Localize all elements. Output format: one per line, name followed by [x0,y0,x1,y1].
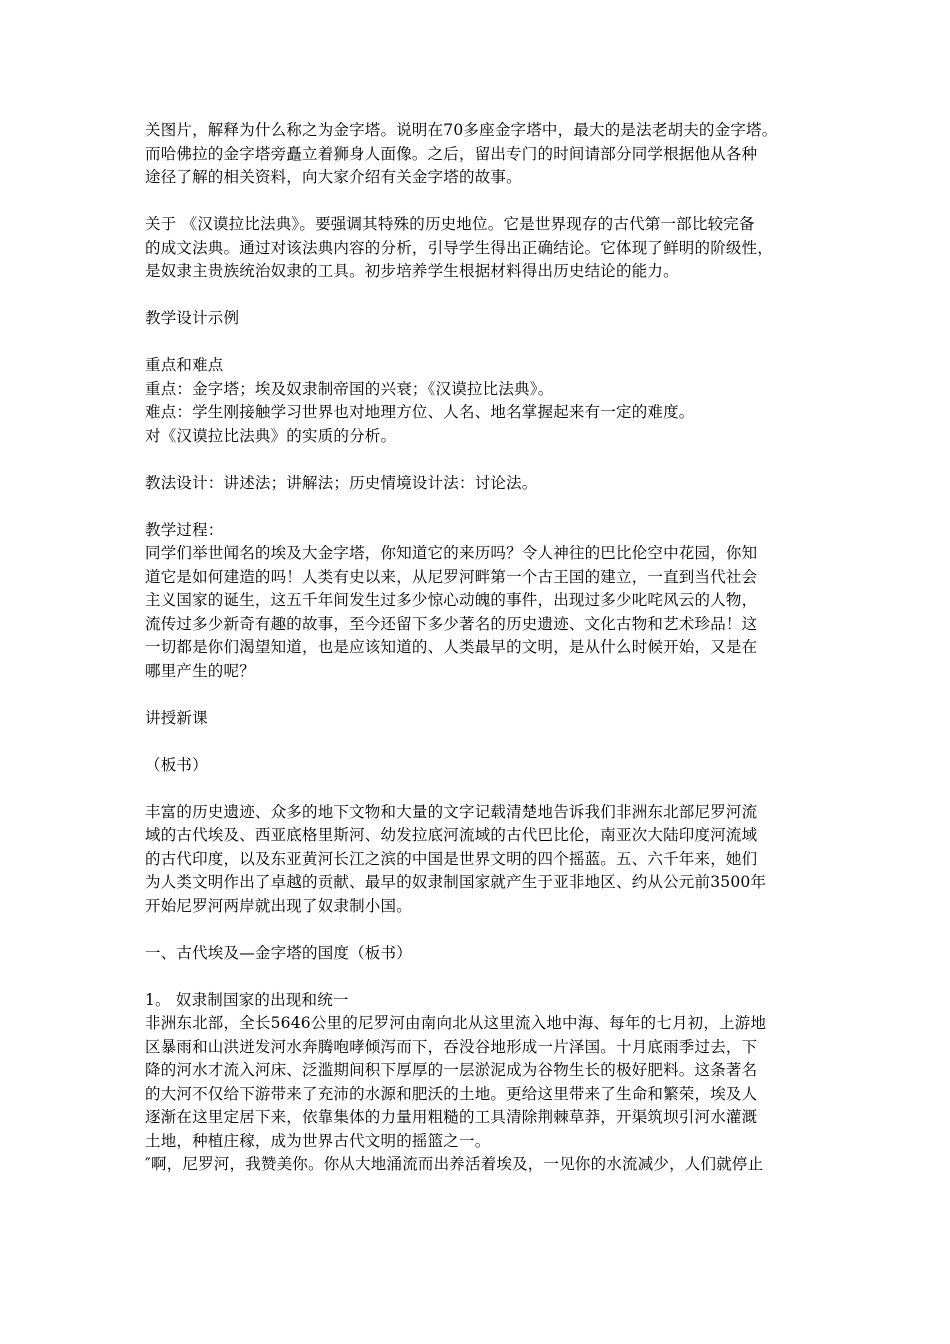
text-line: 对《汉谟拉比法典》的实质的分析。 [145,426,397,445]
paragraph-key-points [145,354,825,448]
heading-teaching-design-example: 教学设计示例 [145,309,240,327]
text-line: 土地，种植庄稼，成为世界古代文明的摇篮之一。 [145,1131,491,1150]
text-line: 流传过多少新奇有趣的故事，至今还留下多少著名的历史遗迹、文化古物和艺术珍品！这 [145,614,758,633]
text-line: 逐渐在这里定居下来，依靠集体的力量用粗糙的工具清除荆棘草莽，开渠筑坝引河水灌溉 [145,1108,758,1126]
text-line: 一切都是你们渴望知道，也是应该知道的、人类最早的文明，是从什么时候开始，又是在 [145,638,758,656]
text-line: 为人类文明作出了卓越的贡献、最早的奴隶制国家就产生于亚非地区、约从公元前3500年 [145,873,767,891]
paragraph-gap [145,190,825,214]
section-heading-ancient-egypt: 一、古代埃及—金字塔的国度（板书） [145,943,412,962]
text-line: 途径了解的相关资料，向大家介绍有关金字塔的故事。 [145,168,522,186]
paragraph-gap [145,495,825,519]
paragraph-teaching-methods: 教法设计：讲述法；讲解法；历史情境设计法：讨论法。 [145,473,538,492]
text-line: 教学过程： [145,520,224,539]
text-line: 域的古代埃及、西亚底格里斯河、幼发拉底河流域的古代巴比伦，南亚次大陆印度河流域 [145,826,758,844]
text-line: 非洲东北部，全长5646公里的尼罗河由南向北从这里流入地中海、每年的七月初，上游地 [145,1014,767,1032]
text-line: 哪里产生的呢？ [145,661,255,680]
text-line: 开始尼罗河两岸就出现了奴隶制小国。 [145,896,412,915]
text-line: 主义国家的诞生，这五千年间发生过多少惊心动魄的事件，出现过多少叱咤风云的人物， [145,591,758,609]
subsection-heading: 1。 奴隶制国家的出现和统一 [145,990,349,1009]
text-line: 的古代印度，以及东亚黄河长江之滨的中国是世界文明的四个摇蓝。五、六千年来，她们 [145,849,758,868]
paragraph-hammurabi-code [145,213,825,284]
text-line: 关图片，解释为什么称之为金字塔。说明在70多座金字塔中，最大的是法老胡夫的金字塔。 [145,121,778,139]
text-line: ″啊，尼罗河，我赞美你。你从大地涌流而出养活着埃及，一见你的水流减少，人们就停止 [145,1155,764,1173]
paragraph-gap [145,683,825,707]
text-line: 的成文法典。通过对该法典内容的分析，引导学生得出正确结论。它体现了鲜明的阶级性， [145,238,774,257]
paragraph-gap [145,331,825,355]
text-line: 丰富的历史遗迹、众多的地下文物和大量的文字记载清楚地告诉我们非洲东北部尼罗河流 [145,802,758,821]
paragraph-teaching-process [145,519,825,684]
text-line: 同学们举世闻名的埃及大金字塔，你知道它的来历吗？令人神往的巴比伦空中花园，你知 [145,544,758,562]
paragraph-gap [145,777,825,801]
text-line: 降的河水才流入河床、泛滥期间积下厚厚的一层淤泥成为谷物生长的极好肥料。这条著名 [145,1061,758,1079]
paragraph-gap [145,730,825,754]
text-line: 的大河不仅给下游带来了充沛的水源和肥沃的土地。更给这里带来了生命和繁荣，埃及人 [145,1084,758,1103]
paragraph-pyramid-intro [145,119,825,190]
paragraph-gap [145,918,825,942]
text-line: 是奴隶主贵族统治奴隶的工具。初步培养学生根据材料得出历史结论的能力。 [145,262,679,280]
text-line: 区暴雨和山洪迸发河水奔腾咆哮倾泻而下，吞没谷地形成一片泽国。十月底雨季过去，下 [145,1037,758,1056]
paragraph-four-cradles [145,801,825,919]
text-line: 重点和难点 [145,356,224,374]
paragraph-gap [145,965,825,989]
text-line: 重点：金字塔；埃及奴隶制帝国的兴衰；《汉谟拉比法典》。 [145,379,554,398]
blackboard-note: （板书） [145,755,208,774]
text-line: 难点：学生刚接触学习世界也对地理方位、人名、地名掌握起来有一定的难度。 [145,403,695,421]
paragraph-gap [145,448,825,472]
paragraph-nile [145,989,825,1177]
paragraph-gap [145,284,825,308]
text-line: 而哈佛拉的金字塔旁矗立着狮身人面像。之后，留出专门的时间请部分同学根据他从各种 [145,144,758,163]
text-line: 道它是如何建造的吗！人类有史以来，从尼罗河畔第一个古王国的建立，一直到当代社会 [145,567,758,586]
document-page [145,119,825,1177]
text-line: 关于 《汉谟拉比法典》。要强调其特殊的历史地位。它是世界现存的古代第一部比较完备 [145,215,755,233]
heading-new-lesson: 讲授新课 [145,708,208,727]
